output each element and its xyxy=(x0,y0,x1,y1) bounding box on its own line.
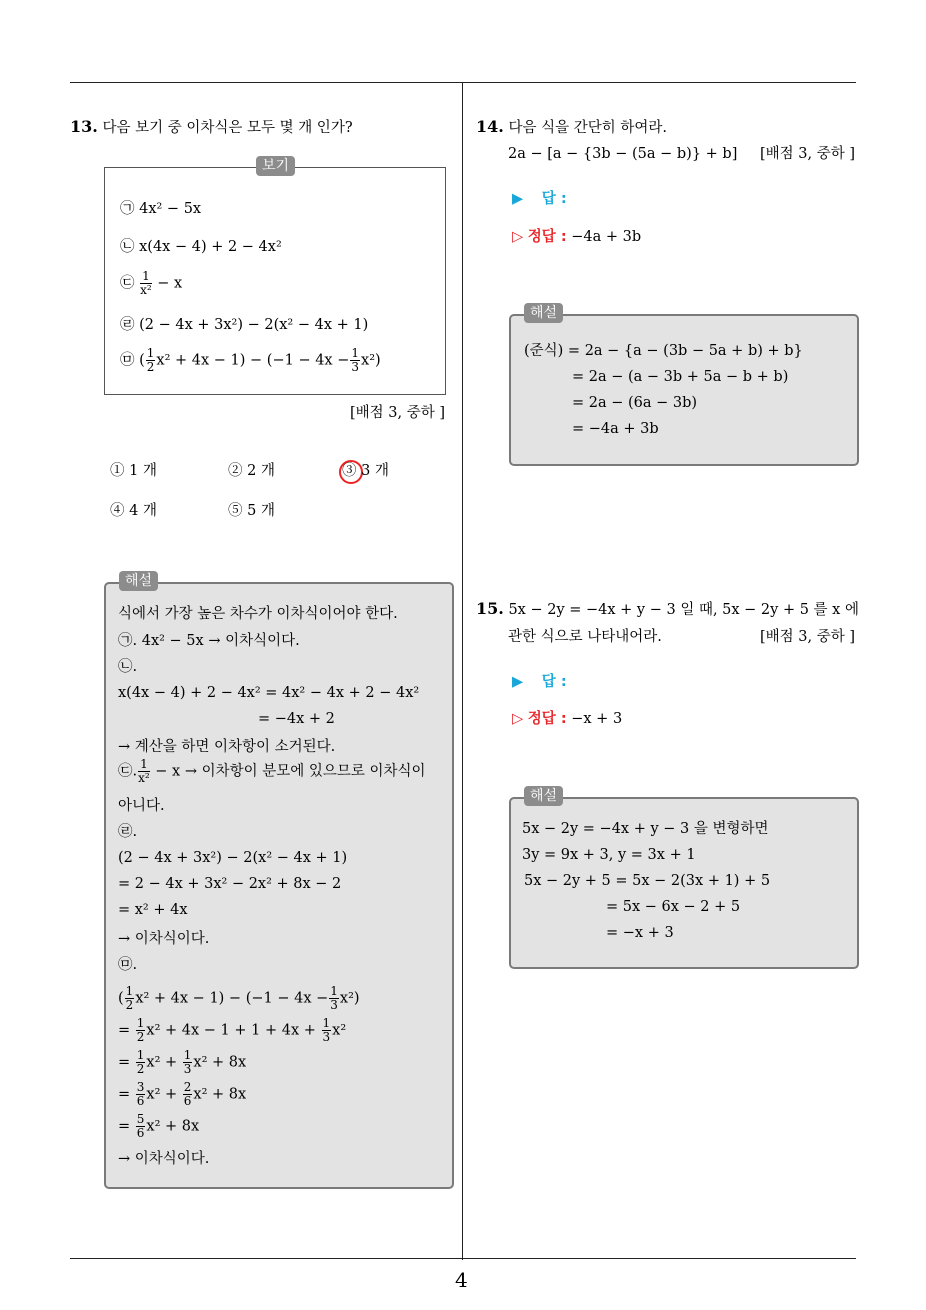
q13-sol-line: → 계산을 하면 이차항이 소거된다. xyxy=(118,739,336,755)
q13-item-5: ㉤ ( $\frac{1}{2}$ x² + 4x − 1) − (−1 − 4x − $\frac{1}{3}$ x²) xyxy=(120,346,381,374)
q13-choice-1[interactable]: ① 1 개 xyxy=(110,463,157,479)
q13-choice-5[interactable]: ⑤ 5 개 xyxy=(228,503,275,519)
q13-sol-line: = $\frac{1}{2}$ x² + 4x − 1 + 1 + 4x + $\frac{1}{3}$ x² xyxy=(118,1016,347,1044)
page-number: 4 xyxy=(455,1268,468,1292)
q15-answer-row[interactable] xyxy=(512,673,567,691)
correct-arrow-icon: ▷ xyxy=(512,229,524,245)
q15-score: [배점 3, 중하 ] xyxy=(760,629,856,645)
q13-solution-tag: 해설 xyxy=(119,571,158,591)
q13-sol-line: = $\frac{3}{6}$ x² + $\frac{2}{6}$ x² + 8x xyxy=(118,1080,247,1108)
q13-sol-line: ㉤. xyxy=(118,957,138,973)
q13-item-2: ㉡ x(4x − 4) + 2 − 4x² xyxy=(120,239,282,255)
q13-sol-line: ㉡. xyxy=(118,659,138,675)
column-divider xyxy=(462,82,463,1260)
q14-answer-row[interactable] xyxy=(512,190,567,208)
q13-sol-line: = $\frac{5}{6}$ x² + 8x xyxy=(118,1112,200,1140)
q15-question-line2: 관한 식으로 나타내어라. xyxy=(508,629,662,645)
q14-answer-label: 답 : xyxy=(541,191,567,207)
q14-correct-value: −4a + 3b xyxy=(571,229,642,245)
top-rule xyxy=(70,82,856,83)
q13-sol-line: 아니다. xyxy=(118,798,165,814)
bottom-rule xyxy=(70,1258,856,1259)
q13-item-3-rest: − x xyxy=(152,275,183,292)
q13-sol-line: → 이차식이다. xyxy=(118,1151,210,1167)
answer-arrow-icon: ▶ xyxy=(512,191,524,207)
q13-sol-line: = −4x + 2 xyxy=(258,711,335,727)
q15-header xyxy=(476,600,859,619)
q13-sol-line: ㉣. xyxy=(118,824,138,840)
answer-arrow-icon: ▶ xyxy=(512,674,524,690)
q14-solution-box xyxy=(509,314,859,466)
q13-sol-line: → 이차식이다. xyxy=(118,931,210,947)
q13-sol-line: = $\frac{1}{2}$ x² + $\frac{1}{3}$ x² + 8x xyxy=(118,1048,247,1076)
q15-answer-label: 답 : xyxy=(541,674,567,690)
q13-sol-line: x(4x − 4) + 2 − 4x² = 4x² − 4x + 2 − 4x² xyxy=(118,685,420,701)
q14-solution-tag: 해설 xyxy=(524,303,563,323)
q13-item-5-frac-a: $\frac{1}{2}$ xyxy=(146,346,155,374)
q13-item-3-fraction: $\frac{1}{\text{x²}}$ xyxy=(140,269,152,297)
q13-sol-line: ( $\frac{1}{2}$ x² + 4x − 1) − (−1 − 4x − $\frac{1}{3}$ x²) xyxy=(118,984,360,1012)
q13-sol-line: = x² + 4x xyxy=(118,902,188,918)
q14-question: 다음 식을 간단히 하여라. xyxy=(508,120,667,136)
q15-question-line1: 5x − 2y = −4x + y − 3 일 때, 5x − 2y + 5 를 x 에 xyxy=(508,602,859,618)
q15-sol-line: 5x − 2y = −4x + y − 3 을 변형하면 xyxy=(522,821,769,837)
q14-score: [배점 3, 중하 ] xyxy=(760,146,856,162)
q13-item-4: ㉣ (2 − 4x + 3x²) − 2(x² − 4x + 1) xyxy=(120,317,369,333)
q13-sol-line: 식에서 가장 높은 차수가 이차식이어야 한다. xyxy=(118,606,398,622)
q13-item-3-label: ㉢ xyxy=(120,275,135,292)
q15-sol-line: = 5x − 6x − 2 + 5 xyxy=(606,899,741,915)
q13-header xyxy=(70,118,353,137)
q14-sol-line: = −4a + 3b xyxy=(572,421,659,437)
q14-correct-row xyxy=(512,228,641,246)
q13-sol-line: ㉢. $\frac{1}{\text{x²}}$ − x → 이차항이 분모에 있으므로 이차식이 xyxy=(118,757,426,785)
q14-header xyxy=(476,118,667,137)
q14-sol-line: = 2a − (6a − 3b) xyxy=(572,395,698,411)
q13-box-title: 보기 xyxy=(256,156,295,176)
q15-sol-line: = −x + 3 xyxy=(606,925,674,941)
q13-sol-line: ㉠. 4x² − 5x → 이차식이다. xyxy=(118,633,300,649)
q13-item-5-frac-b: $\frac{1}{3}$ xyxy=(351,346,360,374)
q15-correct-row xyxy=(512,710,622,728)
q13-item-5-label: ㉤ xyxy=(120,352,135,369)
q14-correct-label: 정답 : xyxy=(527,229,567,245)
q13-score: [배점 3, 중하 ] xyxy=(350,405,446,421)
q13-choice-3[interactable]: ③ 3 개 xyxy=(342,463,389,479)
q15-correct-label: 정답 : xyxy=(527,711,567,727)
q13-item-3 xyxy=(120,270,182,297)
q15-solution-tag: 해설 xyxy=(524,786,563,806)
q15-number: 15. xyxy=(476,599,504,618)
q14-sol-line: (준식) = 2a − {a − (3b − 5a + b) + b} xyxy=(524,343,803,359)
q13-item-1: ㉠ 4x² − 5x xyxy=(120,201,202,217)
q15-sol-line: 5x − 2y + 5 = 5x − 2(3x + 1) + 5 xyxy=(524,873,771,889)
correct-arrow-icon: ▷ xyxy=(512,711,524,727)
q14-sol-line: = 2a − (a − 3b + 5a − b + b) xyxy=(572,369,789,385)
q13-sol-line: (2 − 4x + 3x²) − 2(x² − 4x + 1) xyxy=(118,850,348,866)
q15-correct-value: −x + 3 xyxy=(571,711,623,727)
q13-sol-line: = 2 − 4x + 3x² − 2x² + 8x − 2 xyxy=(118,876,342,892)
q13-choice-4[interactable]: ④ 4 개 xyxy=(110,503,157,519)
q15-sol-line: 3y = 9x + 3, y = 3x + 1 xyxy=(522,847,696,863)
q14-number: 14. xyxy=(476,117,504,136)
q13-choice-2[interactable]: ② 2 개 xyxy=(228,463,275,479)
q14-expression: 2a − [a − {3b − (5a − b)} + b] xyxy=(508,146,738,162)
q13-number: 13. xyxy=(70,117,98,136)
q13-question: 다음 보기 중 이차식은 모두 몇 개 인가? xyxy=(102,120,353,136)
